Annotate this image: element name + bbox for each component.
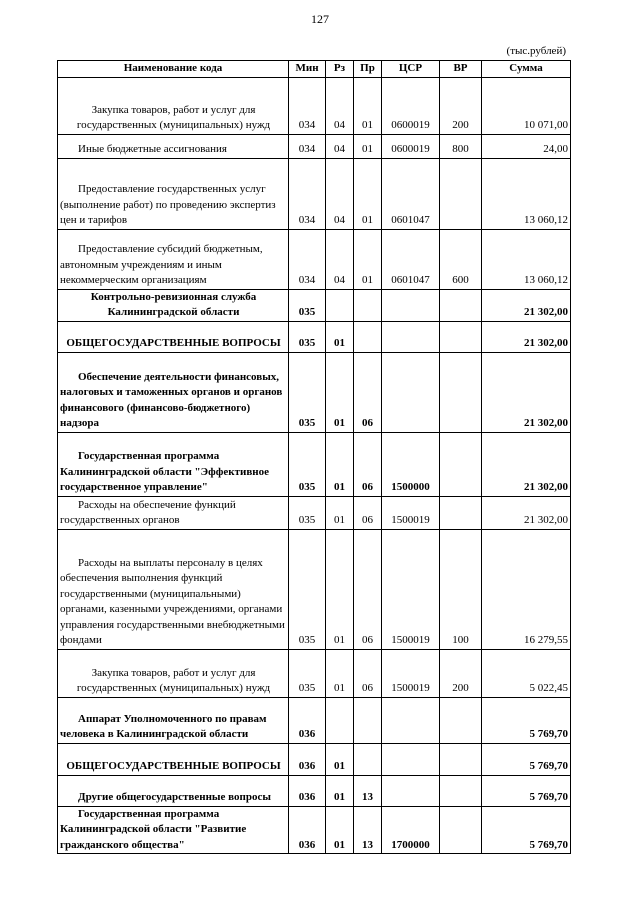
- row-rz: 01: [326, 806, 354, 854]
- row-min: 035: [289, 649, 326, 697]
- row-rz: 04: [326, 158, 354, 229]
- row-sum: 13 060,12: [482, 158, 571, 229]
- row-name-text: Обеспечение деятельности финансовых, налоговых и таможенных органов и органов финансового (финансово-бюджетного) надзора: [60, 370, 283, 429]
- row-name: [58, 352, 289, 432]
- row-vr: [440, 289, 482, 321]
- row-csr: [382, 352, 440, 432]
- row-pr: [354, 743, 382, 775]
- row-sum: 5 769,70: [482, 806, 571, 854]
- table-row: [58, 289, 571, 321]
- row-rz: 04: [326, 77, 354, 134]
- row-rz: 01: [326, 321, 354, 352]
- row-sum: 5 769,70: [482, 775, 571, 806]
- row-vr: [440, 743, 482, 775]
- row-name: [58, 697, 289, 743]
- table-row: [58, 77, 571, 134]
- row-rz: 01: [326, 432, 354, 496]
- row-rz: [326, 697, 354, 743]
- row-csr: [382, 289, 440, 321]
- row-pr: 13: [354, 806, 382, 854]
- row-sum: 21 302,00: [482, 496, 571, 529]
- row-sum: 5 769,70: [482, 697, 571, 743]
- row-name: [58, 134, 289, 158]
- row-name-text: Закупка товаров, работ и услуг для государственных (муниципальных) нужд: [76, 666, 271, 694]
- table-row: [58, 529, 571, 649]
- row-name-text: Расходы на обеспечение функций государственных органов: [60, 498, 236, 526]
- table-row: [58, 432, 571, 496]
- table-row: [58, 697, 571, 743]
- row-name-text: Аппарат Уполномоченного по правам человека в Калининградской области: [60, 712, 267, 740]
- row-name: [58, 77, 289, 134]
- row-csr: 0601047: [382, 158, 440, 229]
- row-vr: [440, 697, 482, 743]
- row-sum: 21 302,00: [482, 352, 571, 432]
- row-name: [58, 743, 289, 775]
- row-min: 035: [289, 352, 326, 432]
- row-pr: [354, 697, 382, 743]
- row-min: 035: [289, 432, 326, 496]
- table-row: [58, 496, 571, 529]
- row-sum: 21 302,00: [482, 321, 571, 352]
- row-min: 036: [289, 775, 326, 806]
- row-name-text: Закупка товаров, работ и услуг для государственных (муниципальных) нужд: [76, 103, 271, 131]
- row-pr: 01: [354, 77, 382, 134]
- row-sum: 5 022,45: [482, 649, 571, 697]
- row-min: 036: [289, 743, 326, 775]
- row-vr: 200: [440, 649, 482, 697]
- header-pr: Пр: [354, 61, 382, 78]
- table-row: [58, 806, 571, 854]
- page-number: 127: [311, 12, 329, 26]
- row-vr: [440, 352, 482, 432]
- row-vr: [440, 775, 482, 806]
- row-vr: [440, 158, 482, 229]
- table-row: [58, 321, 571, 352]
- row-vr: 600: [440, 229, 482, 289]
- row-name-text: Предоставление субсидий бюджетным, автономным учреждениям и иным некоммерческим организациям: [60, 243, 263, 286]
- row-csr: 0601047: [382, 229, 440, 289]
- row-sum: 21 302,00: [482, 289, 571, 321]
- row-name-text: Другие общегосударственные вопросы: [78, 791, 271, 803]
- row-rz: 04: [326, 229, 354, 289]
- row-pr: 13: [354, 775, 382, 806]
- row-min: 034: [289, 134, 326, 158]
- row-min: 035: [289, 496, 326, 529]
- row-csr: [382, 743, 440, 775]
- row-csr: 0600019: [382, 134, 440, 158]
- header-min: Мин: [289, 61, 326, 78]
- row-sum: 16 279,55: [482, 529, 571, 649]
- row-sum: 10 071,00: [482, 77, 571, 134]
- row-min: 035: [289, 289, 326, 321]
- row-min: 034: [289, 229, 326, 289]
- row-vr: 800: [440, 134, 482, 158]
- row-rz: 01: [326, 649, 354, 697]
- table-row: [58, 229, 571, 289]
- row-rz: 01: [326, 743, 354, 775]
- table-row: [58, 649, 571, 697]
- row-sum: 5 769,70: [482, 743, 571, 775]
- row-rz: [326, 289, 354, 321]
- row-vr: 100: [440, 529, 482, 649]
- row-sum: 13 060,12: [482, 229, 571, 289]
- row-csr: 1500019: [382, 496, 440, 529]
- table-header-row: [58, 61, 571, 78]
- row-sum: 24,00: [482, 134, 571, 158]
- row-vr: [440, 432, 482, 496]
- budget-table: [57, 60, 571, 854]
- row-name: [58, 806, 289, 854]
- row-vr: [440, 496, 482, 529]
- row-name-text: ОБЩЕГОСУДАРСТВЕННЫЕ ВОПРОСЫ: [66, 760, 281, 772]
- row-vr: [440, 806, 482, 854]
- row-pr: 01: [354, 229, 382, 289]
- row-name-text: Государственная программа Калининградской области "Эффективное государственное управление": [60, 450, 269, 493]
- table-row: [58, 775, 571, 806]
- row-name: [58, 158, 289, 229]
- table-row: [58, 134, 571, 158]
- row-pr: 06: [354, 352, 382, 432]
- row-name-text: Иные бюджетные ассигнования: [78, 143, 227, 155]
- row-name-text: Расходы на выплаты персоналу в целях обеспечения выполнения функций государственными (муниципальными) органами, казенными учреждениями, органами управления государственными внебюджетными фондами: [60, 556, 285, 646]
- row-min: 034: [289, 77, 326, 134]
- row-pr: [354, 289, 382, 321]
- row-csr: 1500019: [382, 649, 440, 697]
- row-name-text: Предоставление государственных услуг (выполнение работ) по проведению экспертиз цен и тарифов: [60, 183, 276, 226]
- row-rz: 01: [326, 352, 354, 432]
- row-vr: 200: [440, 77, 482, 134]
- header-sum: Сумма: [482, 61, 571, 78]
- row-min: 036: [289, 806, 326, 854]
- table-body: [58, 77, 571, 854]
- row-min: 036: [289, 697, 326, 743]
- row-name: [58, 496, 289, 529]
- row-pr: 06: [354, 529, 382, 649]
- table-row: [58, 743, 571, 775]
- row-name-text: ОБЩЕГОСУДАРСТВЕННЫЕ ВОПРОСЫ: [66, 337, 281, 349]
- row-csr: 1700000: [382, 806, 440, 854]
- header-vr: ВР: [440, 61, 482, 78]
- row-name: [58, 649, 289, 697]
- row-rz: 01: [326, 529, 354, 649]
- row-pr: 01: [354, 134, 382, 158]
- row-pr: [354, 321, 382, 352]
- row-rz: 01: [326, 775, 354, 806]
- row-pr: 06: [354, 649, 382, 697]
- row-csr: 1500019: [382, 529, 440, 649]
- units-label: (тыс.рублей): [506, 45, 566, 57]
- row-csr: [382, 697, 440, 743]
- row-csr: [382, 321, 440, 352]
- row-rz: 04: [326, 134, 354, 158]
- row-name-text: Государственная программа Калининградской области "Развитие гражданского общества": [60, 807, 247, 851]
- header-csr: ЦСР: [382, 61, 440, 78]
- row-name-text: Контрольно-ревизионная служба Калининградской области: [90, 290, 257, 318]
- row-name: [58, 289, 289, 321]
- row-name: [58, 432, 289, 496]
- header-name: Наименование кода: [58, 61, 289, 78]
- row-rz: 01: [326, 496, 354, 529]
- row-vr: [440, 321, 482, 352]
- row-csr: 0600019: [382, 77, 440, 134]
- table-row: [58, 352, 571, 432]
- row-csr: 1500000: [382, 432, 440, 496]
- table-row: [58, 158, 571, 229]
- row-name: [58, 529, 289, 649]
- row-pr: 06: [354, 432, 382, 496]
- row-pr: 06: [354, 496, 382, 529]
- row-name: [58, 321, 289, 352]
- row-pr: 01: [354, 158, 382, 229]
- row-min: 035: [289, 321, 326, 352]
- row-csr: [382, 775, 440, 806]
- row-min: 035: [289, 529, 326, 649]
- row-sum: 21 302,00: [482, 432, 571, 496]
- row-min: 034: [289, 158, 326, 229]
- header-rz: Рз: [326, 61, 354, 78]
- row-name: [58, 775, 289, 806]
- row-name: [58, 229, 289, 289]
